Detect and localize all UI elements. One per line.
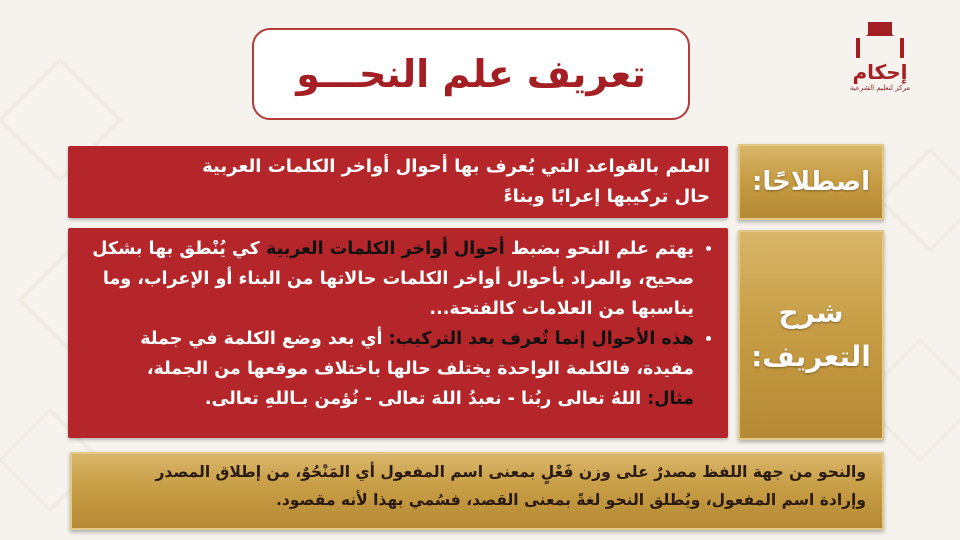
- highlight-text: هذه الأحوال إنما تُعرف بعد التركيب:: [382, 329, 694, 349]
- example-label: مثال:: [641, 389, 694, 409]
- label-explanation: [738, 230, 884, 440]
- text-segment: يهتم علم النحو بضبط: [504, 239, 694, 259]
- text-segment: تعالى.: [204, 389, 265, 409]
- title-box: [252, 28, 690, 120]
- label-explanation-text: شرح التعريف:: [751, 296, 871, 373]
- logo-subtitle: مركز لتعليم الشرعية: [849, 84, 911, 92]
- logo-name: إحكام: [852, 60, 908, 84]
- definition-box: [68, 146, 728, 218]
- text-segment: تعالى - نُؤمن بـ: [295, 389, 432, 409]
- explanation-bullet-2: [78, 324, 694, 414]
- text-segment: اللهَ: [431, 389, 462, 409]
- highlight-text: أحوال أواخر الكلمات العربية: [265, 239, 505, 259]
- note-line-2: وإرادة اسم المفعول، ويُطلق النحو لغةً بمعنى القصد، فسُمي بهذا لأنه مقصود.: [275, 491, 866, 509]
- definition-line-1: العلم بالقواعد التي يُعرف بها أحوال أواخر الكلمات العربية: [202, 156, 710, 177]
- text-segment: أي بعد وضع الكلمة في جملة مفيدة، فالكلمة الواحدة يختلف حالها باختلاف موقعها من الجملة،: [140, 329, 694, 379]
- text-segment: ، وما يناسبها من العلامات كالفتحة...: [102, 269, 694, 319]
- note-box: [70, 452, 884, 530]
- explanation-box: [68, 228, 728, 438]
- label-terminology-text: اصطلاحًا:: [752, 167, 871, 197]
- label-terminology: [738, 144, 884, 220]
- text-segment: كي يُنْطق بها بشكل صحيح، والمراد بأحوال أواخر الكلمات حالاتها من البناء أو الإعراب: [92, 239, 694, 289]
- definition-line-2: حال تركيبها إعرابًا وبناءً: [503, 186, 710, 207]
- explanation-list: [78, 234, 710, 414]
- note-line-1: والنحو من جهة اللفظ مصدرٌ على وزن فَعْلٍ بمعنى اسم المفعول أي المَنْحُوٌ، من إطلاق المصدر: [155, 463, 866, 481]
- text-segment: اللهُ: [610, 389, 642, 409]
- explanation-bullet-1: [78, 234, 694, 324]
- example-line: [78, 384, 694, 414]
- text-segment: تعالى ربُنا - نعبدُ: [461, 389, 611, 409]
- page-title: تعريف علم النحـــو: [296, 52, 646, 96]
- text-segment: اللهِ: [264, 389, 296, 409]
